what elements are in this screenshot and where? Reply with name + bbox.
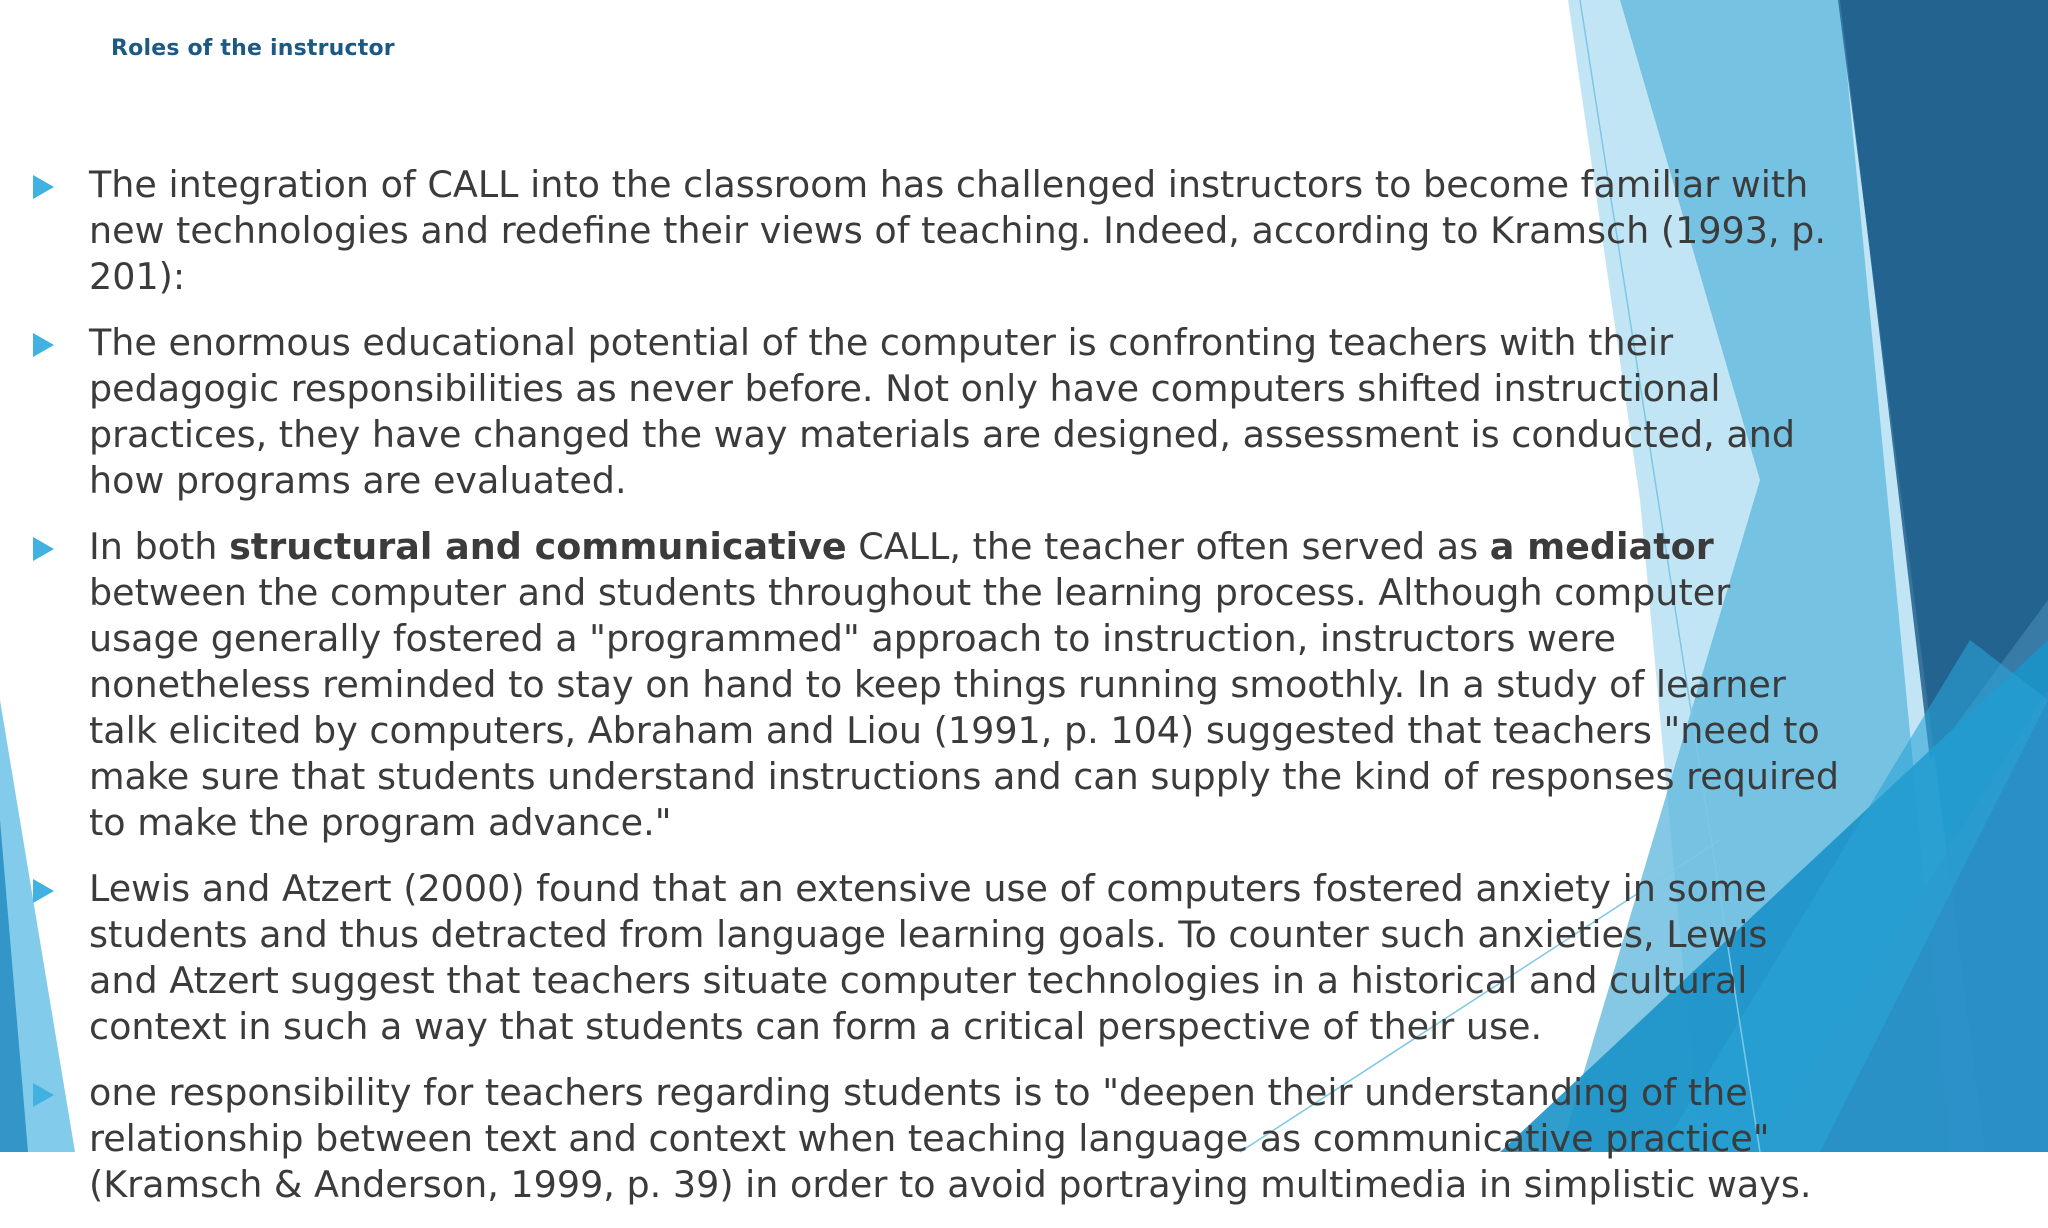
bullet-text: one responsibility for teachers regarding students is to "deepen their understanding of the relationship between text and context when teaching language as communicative practice" (Kramsch & Anderson, 1999, p. 39) in order to avoid portraying multimedia in simplistic ways. [89,1071,1812,1206]
slide-title: Roles of the instructor [111,36,395,61]
bullet-bold-text: a mediator [1489,525,1714,568]
bullet-text: The enormous educational potential of the computer is confronting teachers with their pedagogic responsibilities as never before. Not only have computers shifted instructional practices, they have changed the way materials are designed, assessment is conducted, and how programs are evaluated. [89,321,1796,502]
bullet-item [0,866,1844,1050]
bullet-text: Lewis and Atzert (2000) found that an extensive use of computers fostered anxiety in some students and thus detracted from language learning goals. To counter such anxieties, Lewis and Atzert suggest that teachers situate computer technologies in a historical and cultural context in such a way that students can form a critical perspective of their use. [89,867,1768,1048]
bullet-item [0,1070,1844,1208]
bullet-text: The integration of CALL into the classroom has challenged instructors to become familiar with new technologies and redefine their views of teaching. Indeed, according to Kramsch (1993, p. 201): [89,163,1826,298]
bullet-item [0,524,1844,846]
bullet-text-part: In both [89,525,230,568]
bullet-text-part: between the computer and students throughout the learning process. Although computer usage generally fostered a "programmed" approach to instruction, instructors were nonetheless reminded to stay on hand to keep things running smoothly. In a study of learner talk elicited by computers, Abraham and Liou (1991, p. 104) suggested that teachers "need to make sure that students understand instructions and can supply the kind of responses required to make the program advance." [89,571,1840,844]
bullet-arrow-icon [33,333,54,357]
bullet-text-part: CALL, the teacher often served as [846,525,1490,568]
bullet-item [0,162,1844,300]
bullet-arrow-icon [33,879,54,903]
bullet-arrow-icon [33,1083,54,1107]
bullet-bold-text: structural and communicative [229,525,847,568]
bullet-list [0,162,1900,1228]
bullet-item [0,320,1844,504]
bullet-arrow-icon [33,537,54,561]
bullet-arrow-icon [33,175,54,199]
